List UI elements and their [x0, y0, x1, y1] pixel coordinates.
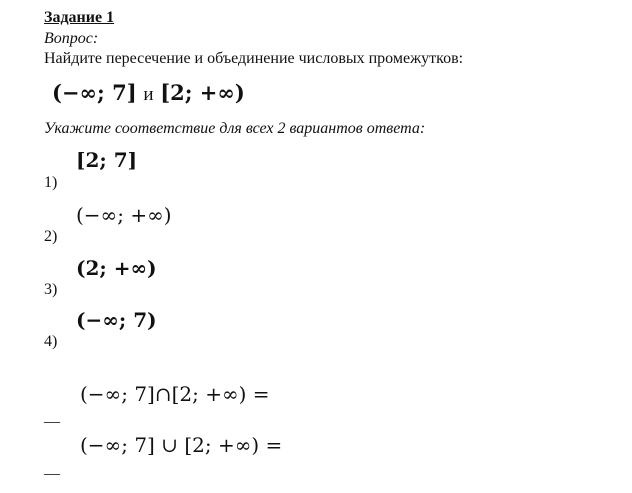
answer-union-blank[interactable]: __	[44, 460, 60, 477]
question-label: Вопрос:	[44, 30, 99, 47]
option-2-expression[interactable]: (−∞; +∞)	[76, 203, 172, 227]
expression-conjunction: и	[143, 84, 154, 105]
answer-intersection-blank[interactable]: __	[44, 408, 60, 425]
answer-intersection-expression: (−∞; 7]∩[2; +∞) =	[80, 382, 270, 406]
instruction-text: Укажите соответствие для всех 2 вариантов ответа:	[44, 120, 426, 137]
task-title: Задание 1	[44, 9, 115, 26]
expression-left-interval: (−∞; 7]	[52, 80, 137, 105]
option-4-number: 4)	[44, 333, 58, 350]
answer-union-expression: (−∞; 7] ∪ [2; +∞) =	[80, 433, 283, 457]
question-text: Найдите пересечение и объединение числовых промежутков:	[44, 50, 464, 67]
option-3-number: 3)	[44, 281, 58, 298]
option-1-number: 1)	[44, 174, 58, 191]
option-4-expression[interactable]: (−∞; 7)	[76, 308, 157, 332]
question-expression	[52, 80, 245, 106]
expression-right-interval: [2; +∞)	[160, 80, 245, 105]
option-3-expression[interactable]: (2; +∞)	[76, 256, 157, 280]
option-1-expression[interactable]: [2; 7]	[76, 148, 138, 172]
option-2-number: 2)	[44, 228, 58, 245]
